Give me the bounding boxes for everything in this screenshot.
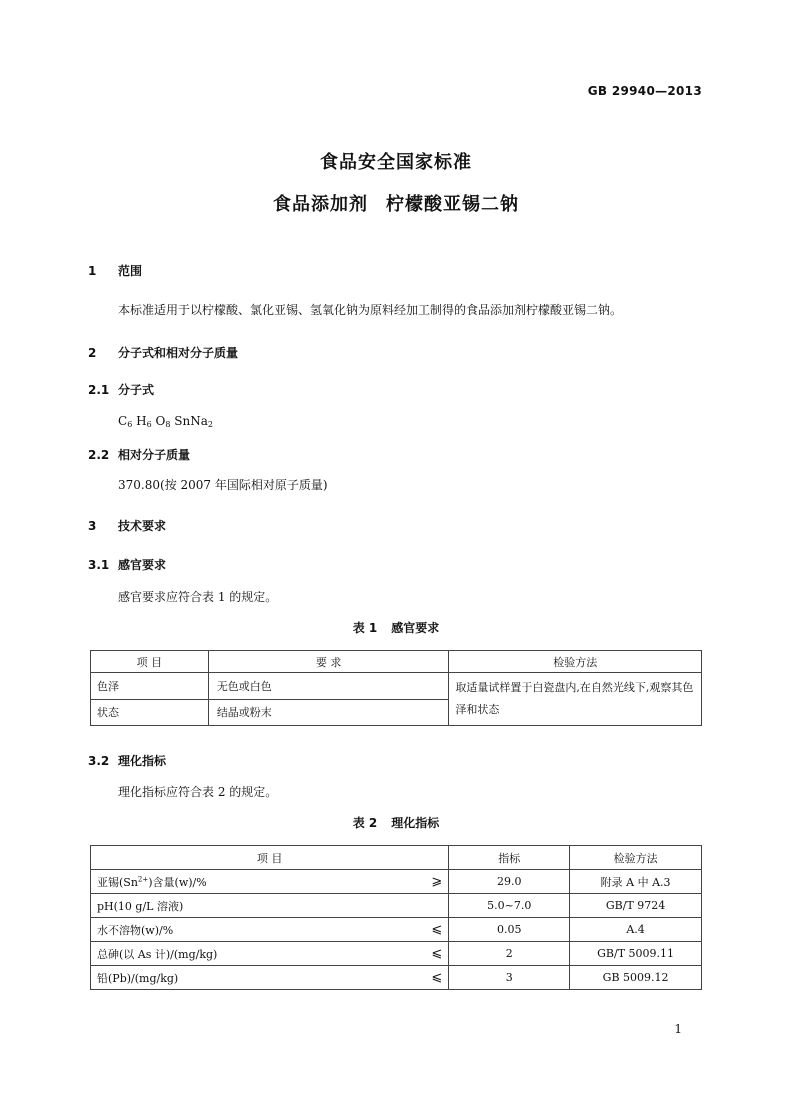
section-number: 1 <box>88 264 97 278</box>
value-cell: 2 <box>449 942 570 966</box>
section-2-1-heading <box>88 381 154 398</box>
table-row <box>91 673 702 700</box>
column-header: 检验方法 <box>449 651 702 673</box>
column-header: 项 目 <box>91 846 449 870</box>
section-3-2-text: 理化指标应符合表 2 的规定。 <box>118 785 278 799</box>
molecular-formula: $C_6$ $H_6$ $O_8$ SnNa$_2$ <box>118 414 213 429</box>
comparison-symbol: ⩽ <box>431 945 443 961</box>
comparison-symbol: ⩽ <box>431 969 443 985</box>
section-3-1-text: 感官要求应符合表 1 的规定。 <box>118 590 278 604</box>
item-cell: 亚锡$(Sn^{2+})$含量(w)/% ⩾ <box>91 870 449 894</box>
value-cell: 3 <box>449 966 570 990</box>
table-header-row <box>91 651 702 673</box>
section-number: 2 <box>88 346 97 360</box>
table-row <box>91 894 702 918</box>
table-2-caption: 表 2 理化指标 <box>352 816 440 830</box>
requirement-cell: 结晶或粉末 <box>208 699 449 726</box>
value-cell: 5.0~7.0 <box>449 894 570 918</box>
column-header: 指标 <box>449 846 570 870</box>
section-3-1-heading <box>88 556 166 573</box>
table-header-row <box>91 846 702 870</box>
document-subtitle <box>0 190 792 216</box>
column-header: 要 求 <box>208 651 449 673</box>
item-cell: 铅(Pb)/(mg/kg) ⩽ <box>91 966 449 990</box>
table-row <box>91 966 702 990</box>
section-number: 2.2 <box>88 448 110 462</box>
item-cell: 水不溶物(w)/% ⩽ <box>91 918 449 942</box>
section-1-text: 本标准适用于以柠檬酸、氯化亚锡、氢氧化钠为原料经加工制得的食品添加剂柠檬酸亚锡二钠。 <box>118 303 623 317</box>
item-cell: 状态 <box>91 699 209 726</box>
section-2-2-heading <box>88 446 190 463</box>
value-cell: 29.0 <box>449 870 570 894</box>
section-title: 理化指标 <box>118 754 167 768</box>
section-number: 2.1 <box>88 383 110 397</box>
method-cell: GB/T 9724 <box>570 894 702 918</box>
item-cell: pH(10 g/L 溶液) <box>91 894 449 918</box>
section-title: 分子式和相对分子质量 <box>118 346 239 360</box>
comparison-symbol: ⩾ <box>431 873 443 889</box>
subtitle-part-a: 食品添加剂 <box>273 194 368 215</box>
table-physicochemical-indices <box>90 845 702 990</box>
table-row <box>91 942 702 966</box>
section-number: 3 <box>88 519 97 533</box>
method-cell: GB/T 5009.11 <box>570 942 702 966</box>
requirement-cell: 无色或白色 <box>208 673 449 700</box>
column-header: 检验方法 <box>570 846 702 870</box>
table-row <box>91 918 702 942</box>
method-cell: 取适量试样置于白瓷盘内,在自然光线下,观察其色泽和状态 <box>449 673 702 726</box>
table-sensory-requirements <box>90 650 702 726</box>
method-cell: GB 5009.12 <box>570 966 702 990</box>
standard-code: GB 29940—2013 <box>587 84 702 98</box>
item-cell: 总砷(以 As 计)/(mg/kg) ⩽ <box>91 942 449 966</box>
section-title: 感官要求 <box>118 558 167 572</box>
section-number: 3.1 <box>88 558 110 572</box>
item-cell: 色泽 <box>91 673 209 700</box>
page-number: 1 <box>674 1022 682 1036</box>
section-3-heading <box>88 517 166 534</box>
table-row <box>91 870 702 894</box>
method-cell: 附录 A 中 A.3 <box>570 870 702 894</box>
section-2-heading <box>88 344 238 361</box>
section-title: 相对分子质量 <box>118 448 191 462</box>
section-1-heading <box>88 262 142 279</box>
subtitle-part-b: 柠檬酸亚锡二钠 <box>386 194 519 215</box>
comparison-symbol: ⩽ <box>431 921 443 937</box>
section-number: 3.2 <box>88 754 110 768</box>
section-3-2-heading <box>88 752 166 769</box>
column-header: 项 目 <box>91 651 209 673</box>
section-title: 技术要求 <box>118 519 167 533</box>
section-title: 分子式 <box>118 383 155 397</box>
section-title: 范围 <box>118 264 143 278</box>
table-1-caption: 表 1 感官要求 <box>352 621 440 635</box>
value-cell: 0.05 <box>449 918 570 942</box>
section-2-2-text: 370.80(按 2007 年国际相对原子质量) <box>118 478 328 492</box>
method-cell: A.4 <box>570 918 702 942</box>
document-title: 食品安全国家标准 <box>320 152 472 173</box>
